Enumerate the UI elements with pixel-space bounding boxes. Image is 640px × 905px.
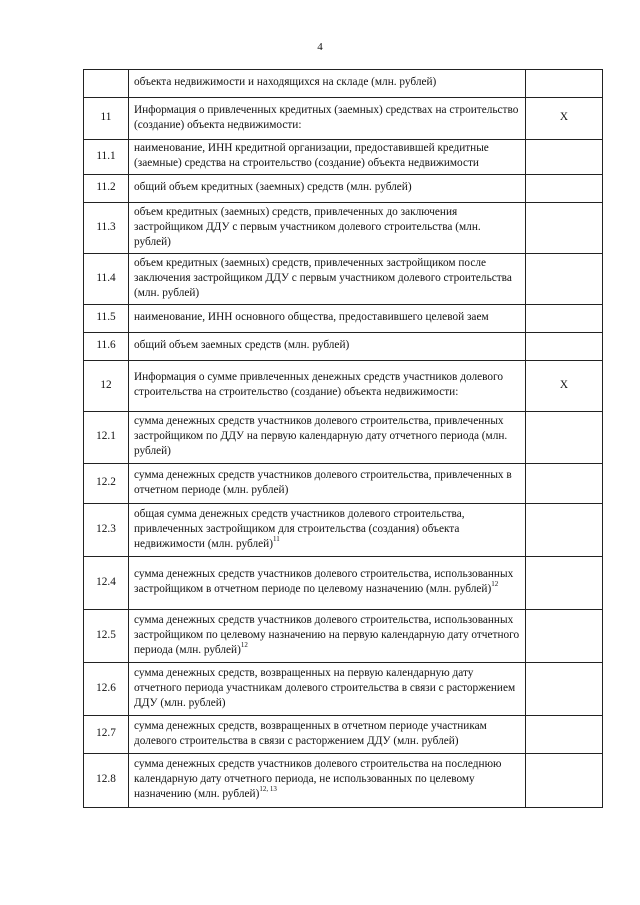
- row-number: 11.2: [84, 175, 129, 203]
- row-value: X: [526, 361, 603, 412]
- table-row: [84, 412, 603, 464]
- row-value: [526, 504, 603, 557]
- row-description: [129, 464, 526, 504]
- row-value: [526, 663, 603, 716]
- row-number: 11.1: [84, 140, 129, 175]
- row-description: [129, 610, 526, 663]
- row-number: 12.1: [84, 412, 129, 464]
- row-description: [129, 70, 526, 98]
- table-row: [84, 557, 603, 610]
- table-row: [84, 98, 603, 140]
- row-value: [526, 716, 603, 754]
- footnote-reference: 12, 13: [259, 785, 277, 794]
- row-number: 12.2: [84, 464, 129, 504]
- table-row: [84, 464, 603, 504]
- table-row: [84, 716, 603, 754]
- row-description-text: Информация о привлеченных кредитных (заемных) средствах на строительство (создание) объекта недвижимости:: [134, 103, 519, 131]
- row-value: [526, 305, 603, 333]
- row-description: [129, 203, 526, 254]
- row-description-text: сумма денежных средств, возвращенных в отчетном периоде участникам долевого строительства в связи с расторжением ДДУ (млн. рублей): [134, 719, 487, 747]
- row-description-text: общий объем кредитных (заемных) средств (млн. рублей): [134, 181, 412, 193]
- row-number: [84, 70, 129, 98]
- row-description-text: сумма денежных средств участников долевого строительства на последнюю календарную дату отчетного периода, не использованных по целевому назначению (млн. рублей): [134, 758, 502, 800]
- row-value: [526, 254, 603, 305]
- table-row: [84, 305, 603, 333]
- row-description: [129, 333, 526, 361]
- row-number: 12.3: [84, 504, 129, 557]
- table-row: [84, 754, 603, 808]
- table-row: [84, 140, 603, 175]
- footnote-reference: 12: [491, 580, 499, 589]
- table-row: [84, 70, 603, 98]
- row-number: 12.7: [84, 716, 129, 754]
- table-row: [84, 663, 603, 716]
- page-number: 4: [317, 41, 323, 53]
- row-description-text: объем кредитных (заемных) средств, привлеченных до заключения застройщиком ДДУ с первым участником долевого строительства (млн. рублей): [134, 205, 481, 248]
- report-table: [83, 69, 603, 808]
- table-row: [84, 175, 603, 203]
- row-description: [129, 412, 526, 464]
- row-number: 11: [84, 98, 129, 140]
- row-description-text: сумма денежных средств участников долевого строительства, привлеченных застройщиком по ДДУ на первую календарную дату отчетного периода (млн. рублей): [134, 415, 508, 457]
- table-row: [84, 203, 603, 254]
- row-value: [526, 333, 603, 361]
- table-row: [84, 504, 603, 557]
- row-description: [129, 504, 526, 557]
- table-row: [84, 610, 603, 663]
- row-description: [129, 98, 526, 140]
- row-description: [129, 140, 526, 175]
- row-description: [129, 305, 526, 333]
- row-value: [526, 175, 603, 203]
- row-description-text: сумма денежных средств участников долевого строительства, привлеченных в отчетном периоде (млн. рублей): [134, 468, 512, 496]
- footnote-reference: 11: [272, 534, 280, 543]
- row-description: [129, 716, 526, 754]
- row-number: 12.5: [84, 610, 129, 663]
- row-value: [526, 203, 603, 254]
- row-description-text: объекта недвижимости и находящихся на складе (млн. рублей): [134, 76, 437, 88]
- row-number: 11.5: [84, 305, 129, 333]
- row-value: [526, 70, 603, 98]
- row-description-text: Информация о сумме привлеченных денежных средств участников долевого строительства на строительство (создание) объекта недвижимости:: [134, 371, 503, 398]
- row-description: [129, 663, 526, 716]
- row-number: 12: [84, 361, 129, 412]
- row-value: [526, 464, 603, 504]
- row-description-text: сумма денежных средств участников долевого строительства, использованных застройщиком по целевому назначению на первую календарную дату отчетного периода (млн. рублей): [134, 613, 520, 656]
- footnote-reference: 12: [240, 640, 248, 649]
- row-value: [526, 610, 603, 663]
- table-row: [84, 254, 603, 305]
- row-number: 11.3: [84, 203, 129, 254]
- row-number: 12.8: [84, 754, 129, 808]
- row-description-text: общая сумма денежных средств участников долевого строительства, привлеченных застройщиком для строительства (создания) объекта недвижимости (млн. рублей): [134, 507, 465, 550]
- row-description: [129, 175, 526, 203]
- row-description-text: сумма денежных средств, возвращенных на первую календарную дату отчетного периода участникам долевого строительства в связи с расторжением ДДУ (млн. рублей): [134, 666, 516, 709]
- table-row: [84, 333, 603, 361]
- row-description-text: наименование, ИНН основного общества, предоставившего целевой заем: [134, 311, 489, 323]
- row-description: [129, 254, 526, 305]
- row-description: [129, 557, 526, 610]
- row-value: [526, 754, 603, 808]
- row-value: [526, 557, 603, 610]
- row-description: [129, 361, 526, 412]
- row-number: 11.6: [84, 333, 129, 361]
- row-description-text: сумма денежных средств участников долевого строительства, использованных застройщиком в отчетном периоде по целевому назначению (млн. рублей): [134, 568, 514, 595]
- report-table-body: [84, 70, 603, 808]
- row-description-text: объем кредитных (заемных) средств, привлеченных застройщиком после заключения застройщиком ДДУ с первым участником долевого строительства (млн. рублей): [134, 256, 512, 299]
- row-number: 11.4: [84, 254, 129, 305]
- row-number: 12.4: [84, 557, 129, 610]
- table-row: [84, 361, 603, 412]
- row-description: [129, 754, 526, 808]
- row-value: X: [526, 98, 603, 140]
- row-number: 12.6: [84, 663, 129, 716]
- row-value: [526, 140, 603, 175]
- row-value: [526, 412, 603, 464]
- row-description-text: общий объем заемных средств (млн. рублей): [134, 339, 350, 351]
- row-description-text: наименование, ИНН кредитной организации, предоставившей кредитные (заемные) средства на строительство (создание) объекта недвижимости: [134, 142, 489, 169]
